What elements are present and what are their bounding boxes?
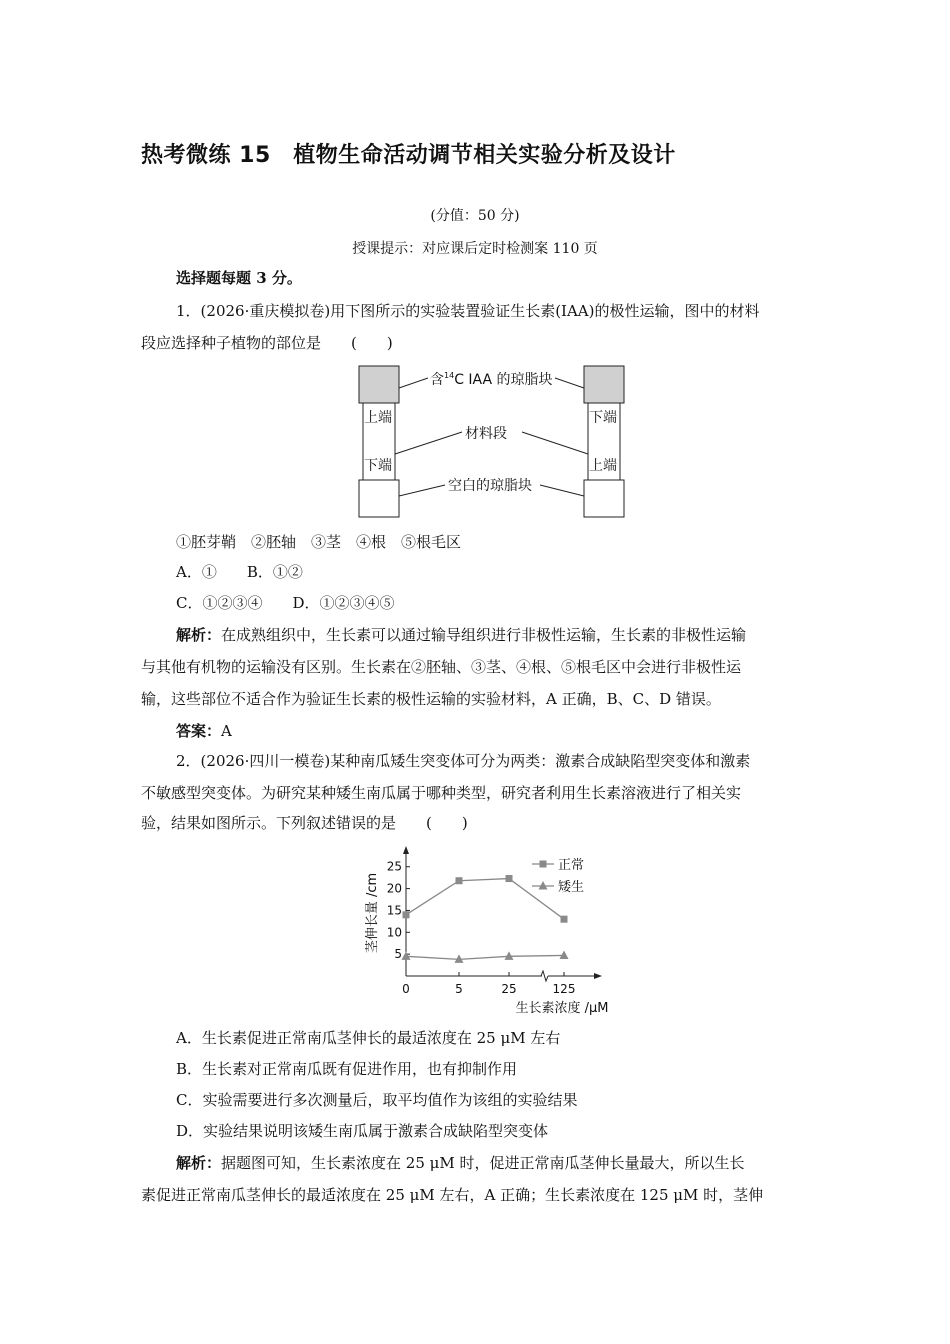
q1-analysis-line1: 解析：在成熟组织中，生长素可以通过输导组织进行非极性运输，生长素的非极性运输 [176, 626, 747, 644]
x-tick-label: 25 [501, 982, 517, 996]
series-line-1 [406, 879, 564, 920]
q1-stem-line2: 段应选择种子植物的部位是 ( ) [141, 334, 393, 352]
label-iaa-block: 含$^{14}$C IAA 的琼脂块 [430, 371, 553, 388]
legend-marker-triangle [539, 881, 548, 890]
y-tick-label: 5 [394, 947, 402, 962]
right-iaa-block [584, 366, 624, 403]
series-line-2 [406, 955, 564, 959]
x-axis-label: 生长素浓度 /μM [515, 1001, 609, 1016]
q2-stem-line1: 2．(2026·四川一模卷)某种南瓜矮生突变体可分为两类：激素合成缺陷型突变体和激素 [176, 752, 751, 770]
y-axis-arrow [403, 846, 409, 854]
q2-stem-line2: 不敏感型突变体。为研究某种矮生南瓜属于哪种类型，研究者利用生长素溶液进行了相关实 [141, 784, 742, 802]
q1-analysis-line3: 输，这些部位不适合作为验证生长素的极性运输的实验材料，A 正确，B、C、D 错误。 [141, 690, 721, 708]
q1-analysis-label: 解析： [176, 626, 222, 644]
q2-stem-line3: 验，结果如图所示。下列叙述错误的是 ( ) [141, 814, 468, 832]
legend-marker-square [540, 861, 547, 868]
label-material-segment: 材料段 [465, 426, 507, 442]
left-upper-end: 上端 [364, 410, 392, 426]
y-axis-label: 茎伸长量 /cm [365, 872, 380, 954]
data-point-triangle [560, 950, 569, 959]
lesson-tip: 授课提示：对应课后定时检测案 110 页 [352, 241, 598, 257]
q2-option-d: D．实验结果说明该矮生南瓜属于激素合成缺陷型突变体 [176, 1122, 549, 1140]
q1-analysis-line2: 与其他有机物的运输没有区别。生长素在②胚轴、③茎、④根、⑤根毛区中会进行非极性运 [141, 658, 742, 676]
y-tick-label: 10 [386, 925, 402, 940]
q2-analysis-line2: 素促进正常南瓜茎伸长的最适浓度在 25 μM 左右，A 正确；生长素浓度在 125 μM 时，茎伸 [141, 1186, 764, 1204]
y-tick-label: 20 [386, 881, 402, 896]
right-blank-block [584, 480, 624, 517]
data-point-square [456, 877, 463, 884]
q1-stem-line1: 1．(2026·重庆模拟卷)用下图所示的实验装置验证生长素(IAA)的极性运输，图中的材料 [176, 302, 760, 320]
q2-line-chart [362, 842, 622, 1022]
q1-options-cd: C．①②③④ D．①②③④⑤ [176, 594, 395, 612]
q1-answer: 答案：A [176, 722, 232, 740]
score-note: (分值：50 分) [430, 208, 520, 224]
x-axis-break [541, 971, 548, 981]
q1-options-ab: A．① B．①② [176, 563, 303, 581]
legend-label-2: 矮生 [558, 880, 585, 895]
left-iaa-block [359, 366, 399, 403]
q2-option-b: B．生长素对正常南瓜既有促进作用，也有抑制作用 [176, 1060, 518, 1078]
q2-option-a: A．生长素促进正常南瓜茎伸长的最适浓度在 25 μM 左右 [176, 1029, 561, 1047]
x-axis-arrow [594, 973, 602, 979]
data-point-triangle [505, 951, 514, 960]
y-tick-label: 25 [386, 859, 402, 874]
data-point-square [506, 875, 513, 882]
x-tick-label: 5 [455, 982, 463, 996]
q2-option-c: C．实验需要进行多次测量后，取平均值作为该组的实验结果 [176, 1091, 578, 1109]
data-point-triangle [402, 951, 411, 960]
q1-parts-list: ①胚芽鞘 ②胚轴 ③茎 ④根 ⑤根毛区 [176, 533, 462, 551]
left-blank-block [359, 480, 399, 517]
x-tick-label: 125 [552, 982, 576, 996]
page-title: 热考微练 15 植物生命活动调节相关实验分析及设计 [141, 143, 676, 168]
y-tick-label: 15 [386, 903, 402, 918]
left-lower-end: 下端 [364, 458, 392, 474]
data-point-square [403, 911, 410, 918]
section-heading: 选择题每题 3 分。 [176, 269, 302, 287]
x-tick-label: 0 [402, 982, 410, 996]
q2-analysis-line1: 解析：据题图可知，生长素浓度在 25 μM 时，促进正常南瓜茎伸长量最大，所以生长 [176, 1154, 745, 1172]
right-upper-end: 下端 [589, 410, 617, 426]
right-lower-end: 上端 [589, 458, 617, 474]
legend-label-1: 正常 [558, 858, 585, 873]
data-point-square [561, 916, 568, 923]
q1-apparatus-figure [350, 362, 640, 522]
label-blank-block: 空白的琼脂块 [448, 478, 532, 494]
